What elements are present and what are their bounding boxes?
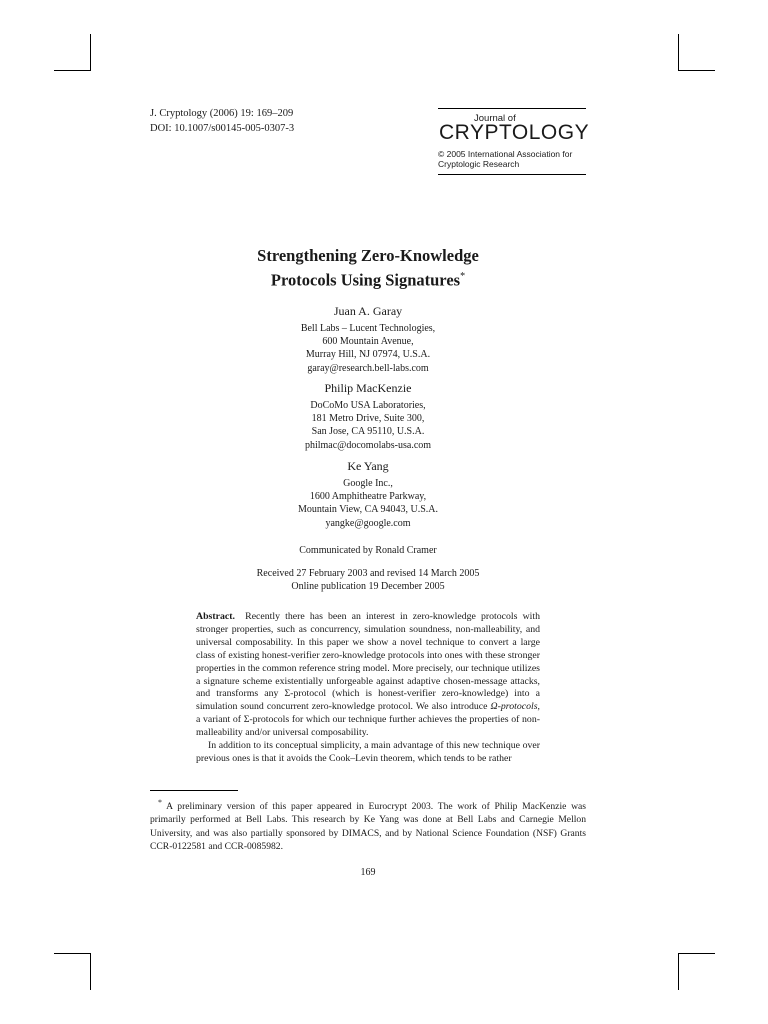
abstract [196, 611, 540, 766]
copyright-line-1: © 2005 International Association for [438, 149, 573, 159]
author-affiliation [150, 477, 586, 530]
journal-logo-block [438, 108, 590, 175]
affiliation-line: Bell Labs – Lucent Technologies, [300, 323, 436, 334]
publication-dates [150, 567, 586, 593]
crop-mark-top-left-horizontal [54, 70, 91, 71]
journal-name: CRYPTOLOGY [439, 121, 590, 144]
author-name: Ke Yang [347, 459, 389, 473]
affiliation-line: 600 Mountain Avenue, [322, 336, 414, 348]
abstract-label: Abstract. [196, 611, 235, 622]
author-block-3 [150, 458, 586, 530]
author-email: garay@research.bell-labs.com [307, 362, 429, 374]
title-line-2-text: Protocols Using Signatures [270, 270, 461, 290]
crop-mark-bottom-left-vertical [90, 953, 91, 990]
affiliation-line: DoCoMo USA Laboratories, [310, 400, 426, 411]
affiliation-line: Google Inc., [343, 478, 393, 489]
abstract-text-a: Recently there has been an interest in zero-knowledge protocols with stronger properties, such as concurrency, simulation soundness, non-malleability, and universal composability. In this paper we show a novel technique to convert a large class of existing honest-verifier zero-knowledge protocols into ones with these stronger properties in the common reference string model. More precisely, our technique utilizes a signature scheme existentially unforgeable against adaptive chosen-message attacks, and transforms any Σ-protocol (which is honest-verifier zero-knowledge) into a simulation sound concurrent zero-knowledge protocol. We also introduce [196, 611, 540, 713]
footnote-mark: * [158, 798, 162, 807]
paper-title [150, 245, 586, 291]
author-affiliation [150, 322, 586, 375]
affiliation-line: 181 Metro Drive, Suite 300, [311, 413, 425, 425]
footnote [150, 796, 586, 853]
crop-mark-bottom-right-horizontal [678, 953, 715, 954]
footnote-rule [150, 790, 238, 791]
communicated-by: Communicated by Ronald Cramer [299, 545, 437, 556]
title-line-2 [150, 266, 586, 291]
journal-copyright [438, 149, 572, 169]
abstract-emphasis: Ω-protocols [490, 701, 538, 713]
crop-mark-top-left-vertical [90, 34, 91, 71]
footnote-text-block [150, 796, 586, 853]
affiliation-line: 1600 Amphitheatre Parkway, [309, 491, 427, 503]
footnote-text: A preliminary version of this paper appeared in Eurocrypt 2003. The work of Philip MacKenzie was primarily performed at Bell Labs. This research by Ke Yang was done at Bell Labs and Carnegie Mellon University, and was also partially sponsored by DIMACS, and by National Science Foundation (NSF) Grants CCR-0122581 and CCR-0085982. [150, 801, 586, 852]
crop-mark-bottom-right-vertical [678, 953, 679, 990]
author-block-2 [150, 380, 586, 452]
affiliation-line: Mountain View, CA 94043, U.S.A. [298, 504, 438, 516]
citation-header [150, 106, 294, 136]
title-footnote-mark: * [460, 271, 466, 282]
affiliation-line: San Jose, CA 95110, U.S.A. [311, 426, 425, 438]
author-email: yangke@google.com [325, 517, 411, 529]
author-name: Juan A. Garay [333, 304, 403, 318]
author-block-1 [150, 303, 586, 375]
title-line-1: Strengthening Zero-Knowledge [257, 246, 479, 265]
page-number: 169 [360, 867, 376, 878]
online-publication-date: Online publication 19 December 2005 [291, 581, 445, 592]
crop-mark-bottom-left-horizontal [54, 953, 91, 954]
abstract-paragraph-2: In addition to its conceptual simplicity, a main advantage of this new technique over previous ones is that it avoids the Cook–Levin theorem, which tends to be rather [196, 740, 540, 764]
crop-mark-top-right-horizontal [678, 70, 715, 71]
abstract-text-b: , a variant of Σ-protocols for which our technique further achieves the properties of non-malleability and/or universal composability. [196, 701, 540, 739]
crop-mark-top-right-vertical [678, 34, 679, 71]
author-affiliation [150, 399, 586, 452]
author-name: Philip MacKenzie [324, 381, 412, 395]
affiliation-line: Murray Hill, NJ 07974, U.S.A. [305, 349, 431, 361]
copyright-line-2: Cryptologic Research [438, 159, 520, 169]
received-date: Received 27 February 2003 and revised 14 March 2005 [256, 568, 480, 579]
abstract-paragraph-1 [196, 611, 540, 740]
doi-line: DOI: 10.1007/s00145-005-0307-3 [150, 123, 295, 134]
journal-of-label: Journal of [474, 113, 516, 124]
citation-line: J. Cryptology (2006) 19: 169–209 [150, 108, 294, 119]
author-email: philmac@docomolabs-usa.com [304, 439, 432, 451]
